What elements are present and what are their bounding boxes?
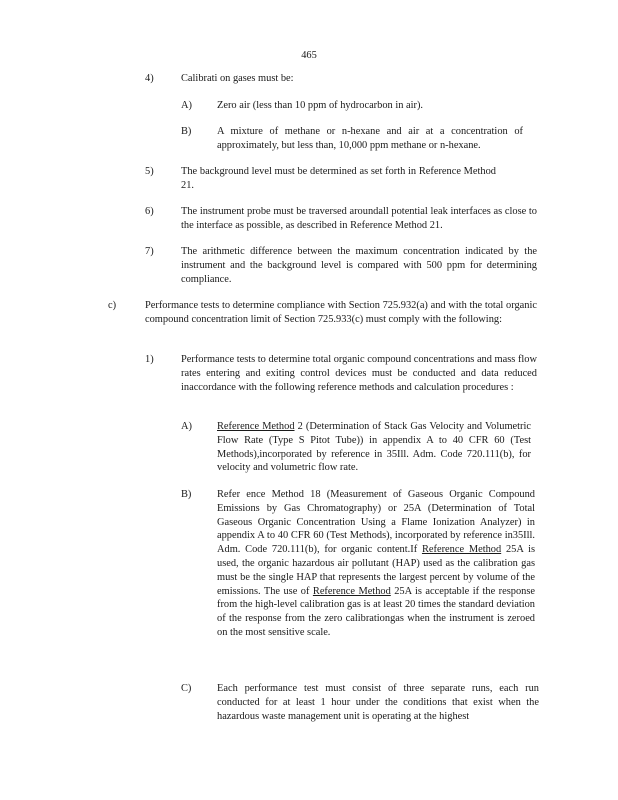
text-segment: 25A is used, the organic hazardous air pollutant (HAP) used as the calibration gas must be the single HAP that represents the largest percent by volume of the emissions. The use of xyxy=(217,544,536,597)
list-text xyxy=(217,420,531,475)
page-number: 465 xyxy=(301,50,317,61)
list-text: Performance tests to determine total organic compound concentrations and mass flow rates entering and exiting control devices must be conducted and data reduced inaccordance with the following reference methods and calculation procedures : xyxy=(181,354,537,393)
list-text: Performance tests to determine compliance with Section 725.932(a) and with the total organic compound concentration limit of Section 725.933(c) must comply with the following: xyxy=(145,300,537,325)
list-text: The arithmetic difference between the maximum concentration indicated by the instrument and the background level is compared with 500 ppm for determining compliance. xyxy=(181,246,537,285)
list-label: c) xyxy=(108,300,117,311)
text-segment: Refer ence Method 18 (Measurement of Gaseous Organic Compound Emissions by Gas Chromatography) or 25A (Determination of Total Gaseous Organic Concentration Using a Flame Ionization Analyzer) in appendix A to 40 CFR 60 (Test Methods), incorporated by reference in35Ill. Adm. Code 720.111(b), for organic content.If xyxy=(217,489,535,556)
text-segment: 25A is acceptable if the response from the high-level calibration gas is at least 20 times the standard deviation of the response from the zero calibrationgas when the instrument is zeroed on the most sensitive scale. xyxy=(217,585,535,638)
list-label: A) xyxy=(181,100,192,111)
list-text xyxy=(217,488,535,640)
list-label: A) xyxy=(181,421,192,432)
text-segment: 2 (Determination of Stack Gas Velocity and Volumetric Flow Rate (Type S Pitot Tube)) in appendix A to 40 CFR 60 (Test Methods),incorporated by reference in 35Ill. Adm. Code 720.111(b), for velocity and volumetric flow rate. xyxy=(217,421,531,474)
list-text: Calibrati on gases must be: xyxy=(181,73,294,84)
list-label: 6) xyxy=(145,206,154,217)
list-text: The instrument probe must be traversed aroundall potential leak interfaces as close to the interface as possible, as described in Reference Method 21. xyxy=(181,206,537,231)
underlined-reference: Reference Method xyxy=(217,421,295,432)
underlined-reference: Reference Method xyxy=(312,585,391,597)
list-text: The background level must be determined as set forth in Reference Method 21. xyxy=(181,166,496,191)
list-label: B) xyxy=(181,126,192,137)
list-text: Zero air (less than 10 ppm of hydrocarbon in air). xyxy=(217,100,424,111)
underlined-reference: Reference Method xyxy=(421,544,502,556)
list-text: A mixture of methane or n-hexane and air at a concentration of approximately, but less than, 10,000 ppm methane or n-hexane. xyxy=(217,126,523,151)
list-label: 4) xyxy=(145,73,154,84)
list-text: Each performance test must consist of three separate runs, each run conducted for at least 1 hour under the conditions that exist when the hazardous waste management unit is operating at the highest xyxy=(217,683,539,722)
list-label: 5) xyxy=(145,166,154,177)
list-label: C) xyxy=(181,683,192,694)
list-label: 7) xyxy=(145,246,154,257)
list-label: 1) xyxy=(145,354,154,365)
list-label: B) xyxy=(181,489,192,500)
